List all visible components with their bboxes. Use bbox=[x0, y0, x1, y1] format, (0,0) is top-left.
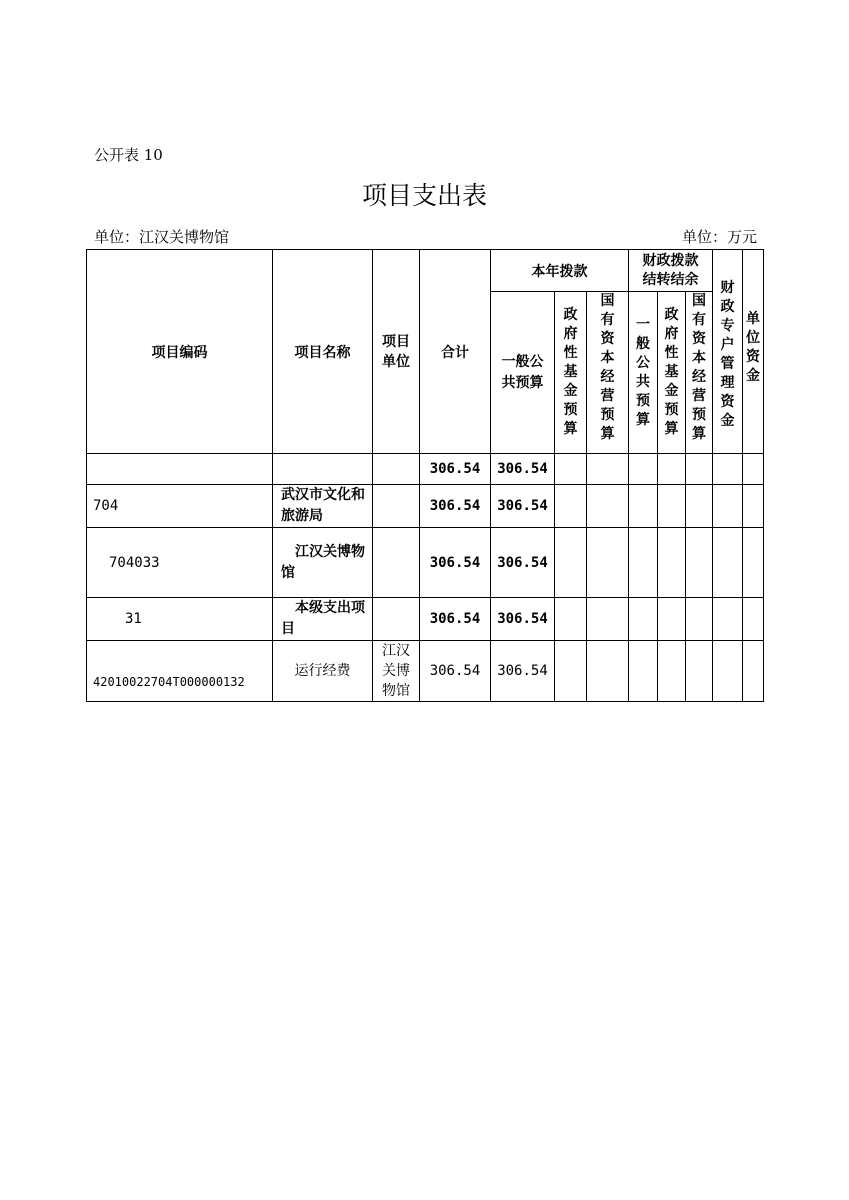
page-title: 项目支出表 bbox=[361, 181, 487, 210]
cell-total: 306.54 bbox=[420, 454, 491, 485]
cell-name: 本级支出项目 bbox=[273, 598, 373, 641]
header-carryover-gov-fund: 政 府 性 基 金 预 算 bbox=[658, 292, 686, 454]
cell-total: 306.54 bbox=[420, 598, 491, 641]
header-project-name: 项目名称 bbox=[273, 250, 373, 454]
cell-general-public: 306.54 bbox=[491, 641, 555, 702]
cell-total: 306.54 bbox=[420, 641, 491, 702]
header-total: 合计 bbox=[420, 250, 491, 454]
table-row-total bbox=[87, 454, 764, 485]
header-carryover-state-capital: 国 有 资 本 经 营 预 算 bbox=[686, 292, 713, 454]
header-general-public-budget: 一般公共预算 bbox=[491, 292, 555, 454]
header-project-code: 项目编码 bbox=[87, 250, 273, 454]
cell-general-public: 306.54 bbox=[491, 454, 555, 485]
header-project-unit: 项目单位 bbox=[373, 250, 420, 454]
project-expenditure-table bbox=[86, 249, 764, 702]
header-carryover-general-public: 一 般 公 共 预 算 bbox=[629, 292, 658, 454]
cell-unit bbox=[373, 598, 420, 641]
cell-name: 武汉市文化和旅游局 bbox=[273, 485, 373, 528]
table-row bbox=[87, 641, 764, 702]
cell-unit bbox=[373, 454, 420, 485]
table-row bbox=[87, 528, 764, 598]
table-row bbox=[87, 485, 764, 528]
reporting-unit: 单位：江汉关博物馆 bbox=[94, 228, 230, 246]
cell-code: 704 bbox=[87, 485, 273, 528]
form-number: 公开表 10 bbox=[94, 146, 163, 164]
table-row bbox=[87, 598, 764, 641]
cell-general-public: 306.54 bbox=[491, 598, 555, 641]
cell-total: 306.54 bbox=[420, 485, 491, 528]
header-unit-funds: 单 位 资 金 bbox=[743, 250, 764, 454]
cell-name bbox=[273, 454, 373, 485]
header-current-year-allocation: 本年拨款 bbox=[491, 250, 629, 292]
header-special-account-funds: 财 政 专 户 管 理 资 金 bbox=[713, 250, 743, 454]
cell-unit: 江汉关博物馆 bbox=[373, 641, 420, 702]
header-gov-fund-budget: 政 府 性 基 金 预 算 bbox=[555, 292, 587, 454]
header-state-capital-budget: 国 有 资 本 经 营 预 算 bbox=[587, 292, 629, 454]
cell-code bbox=[87, 454, 273, 485]
cell-total: 306.54 bbox=[420, 528, 491, 598]
cell-code: 704033 bbox=[87, 528, 273, 598]
header-fiscal-carryover: 财政拨款结转结余 bbox=[629, 250, 713, 292]
cell-code: 31 bbox=[87, 598, 273, 641]
cell-unit bbox=[373, 485, 420, 528]
cell-code: 42010022704T000000132 bbox=[87, 641, 273, 702]
cell-general-public: 306.54 bbox=[491, 528, 555, 598]
cell-name: 江汉关博物馆 bbox=[273, 528, 373, 598]
currency-unit: 单位：万元 bbox=[681, 228, 757, 246]
cell-unit bbox=[373, 528, 420, 598]
cell-general-public: 306.54 bbox=[491, 485, 555, 528]
cell-name: 运行经费 bbox=[273, 641, 373, 702]
